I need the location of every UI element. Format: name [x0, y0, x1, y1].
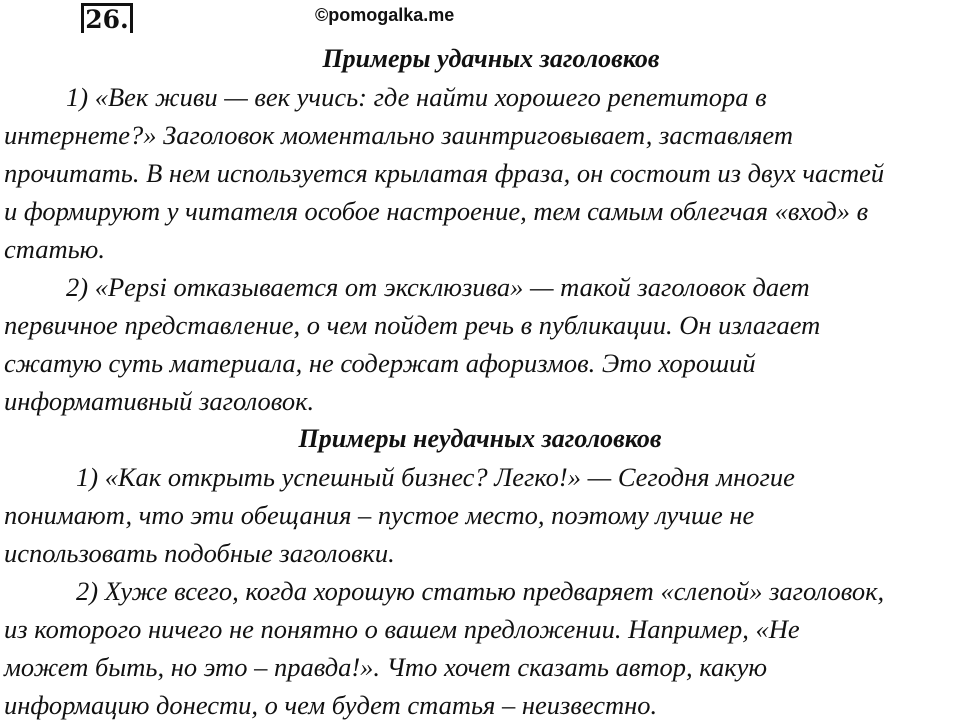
text-line: прочитать. В нем используется крылатая фраза, он состоит из двух частей	[4, 158, 885, 188]
text-line: сжатую суть материала, не содержат афоризмов. Это хороший	[4, 348, 756, 378]
text-line: использовать подобные заголовки.	[4, 538, 395, 568]
text-line: понимают, что эти обещания – пустое место, поэтому лучше не	[4, 500, 755, 530]
paragraph-good-example-1	[4, 78, 956, 268]
section-heading-good-titles: Примеры удачных заголовков	[322, 44, 660, 73]
text-line: интернете?» Заголовок моментально заинтриговывает, заставляет	[4, 120, 793, 150]
text-line: 1) «Век живи — век учись: где найти хорошего репетитора в	[66, 82, 767, 112]
text-line: может быть, но это – правда!». Что хочет сказать автор, какую	[4, 652, 768, 682]
task-number-box: 26.	[81, 3, 133, 33]
document-body	[4, 40, 956, 724]
text-line: информацию донести, о чем будет статья – неизвестно.	[4, 690, 658, 720]
text-line: первичное представление, о чем пойдет речь в публикации. Он излагает	[4, 310, 821, 340]
text-line: 2) Хуже всего, когда хорошую статью предваряет «слепой» заголовок,	[76, 576, 885, 606]
site-watermark: ©pomogalka.me	[315, 5, 455, 25]
paragraph-good-example-2	[4, 268, 956, 420]
paragraph-bad-example-1	[4, 458, 956, 572]
text-line: 1) «Как открыть успешный бизнес? Легко!» — Сегодня многие	[76, 462, 795, 492]
text-line: 2) «Pepsi отказывается от эксклюзива» — такой заголовок дает	[66, 272, 810, 302]
text-line: из которого ничего не понятно о вашем предложении. Например, «Не	[4, 614, 800, 644]
text-line: и формируют у читателя особое настроение, тем самым облегчая «вход» в	[4, 196, 869, 226]
paragraph-bad-example-2	[4, 572, 956, 724]
section-heading-bad-titles: Примеры неудачных заголовков	[298, 424, 662, 453]
text-line: статью.	[4, 234, 105, 264]
text-line: информативный заголовок.	[4, 386, 315, 416]
